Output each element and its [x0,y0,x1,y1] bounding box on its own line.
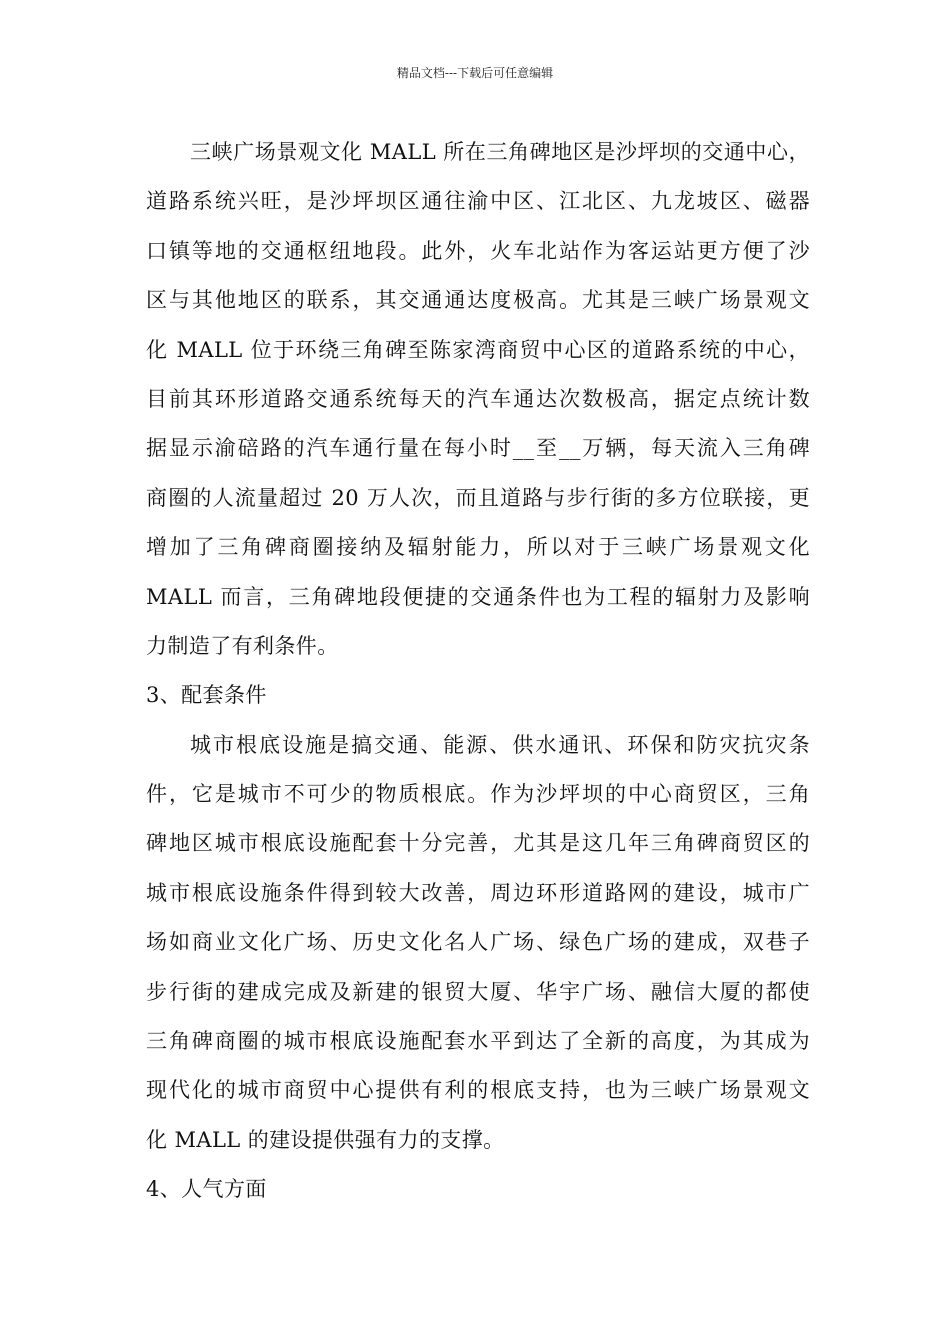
paragraph-line: 场如商业文化广场、历史文化名人广场、绿色广场的建成，双巷子 [146,930,810,955]
paragraph-line: 三角碑商圈的城市根底设施配套水平到达了全新的高度，为其成为 [146,1029,810,1054]
paragraph-line: 化 MALL 的建设提供强有力的支撑。 [146,1127,505,1152]
paragraph-line: 步行街的建成完成及新建的银贸大厦、华宇广场、融信大厦的都使 [146,979,810,1004]
paragraph-line: 化 MALL 位于环绕三角碑至陈家湾商贸中心区的道路系统的中心， [146,337,810,362]
paragraph-line: 三峡广场景观文化 MALL 所在三角碑地区是沙坪坝的交通中心， [190,140,810,164]
paragraph-line: 口镇等地的交通枢纽地段。此外，火车北站作为客运站更方便了沙 [146,238,810,263]
paragraph-line: MALL 而言，三角碑地段便捷的交通条件也为工程的辐射力及影响 [146,584,810,609]
paragraph-line: 碑地区城市根底设施配套十分完善，尤其是这几年三角碑商贸区的 [146,831,810,856]
paragraph-line: 据显示渝碚路的汽车通行量在每小时__至__万辆，每天流入三角碑 [146,436,810,461]
document-body [146,128,810,1215]
paragraph-line: 城市根底设施条件得到较大改善，周边环形道路网的建设，城市广 [146,880,810,905]
paragraph-line: 增加了三角碑商圈接纳及辐射能力，所以对于三峡广场景观文化 [146,535,810,560]
paragraph-line: 商圈的人流量超过 20 万人次，而且道路与步行街的多方位联接，更 [146,485,810,510]
paragraph-line: 目前其环形道路交通系统每天的汽车通达次数极高，据定点统计数 [146,386,810,411]
section-heading-facilities: 3、配套条件 [146,683,267,708]
paragraph-line: 现代化的城市商贸中心提供有利的根底支持，也为三峡广场景观文 [146,1078,810,1103]
paragraph-line: 力制造了有利条件。 [146,633,339,658]
paragraph-line: 件，它是城市不可少的物质根底。作为沙坪坝的中心商贸区，三角 [146,782,810,807]
paragraph-line: 区与其他地区的联系，其交通通达度极高。尤其是三峡广场景观文 [146,288,810,313]
paragraph-facilities [146,721,810,1166]
paragraph-traffic [146,128,810,671]
paragraph-line: 城市根底设施是搞交通、能源、供水通讯、环保和防灾抗灾条 [190,732,810,757]
paragraph-line: 道路系统兴旺，是沙坪坝区通往渝中区、江北区、九龙坡区、磁器 [146,189,810,214]
page-header: 精品文档---下载后可任意编辑 [396,66,554,80]
section-heading-popularity: 4、人气方面 [146,1177,267,1202]
